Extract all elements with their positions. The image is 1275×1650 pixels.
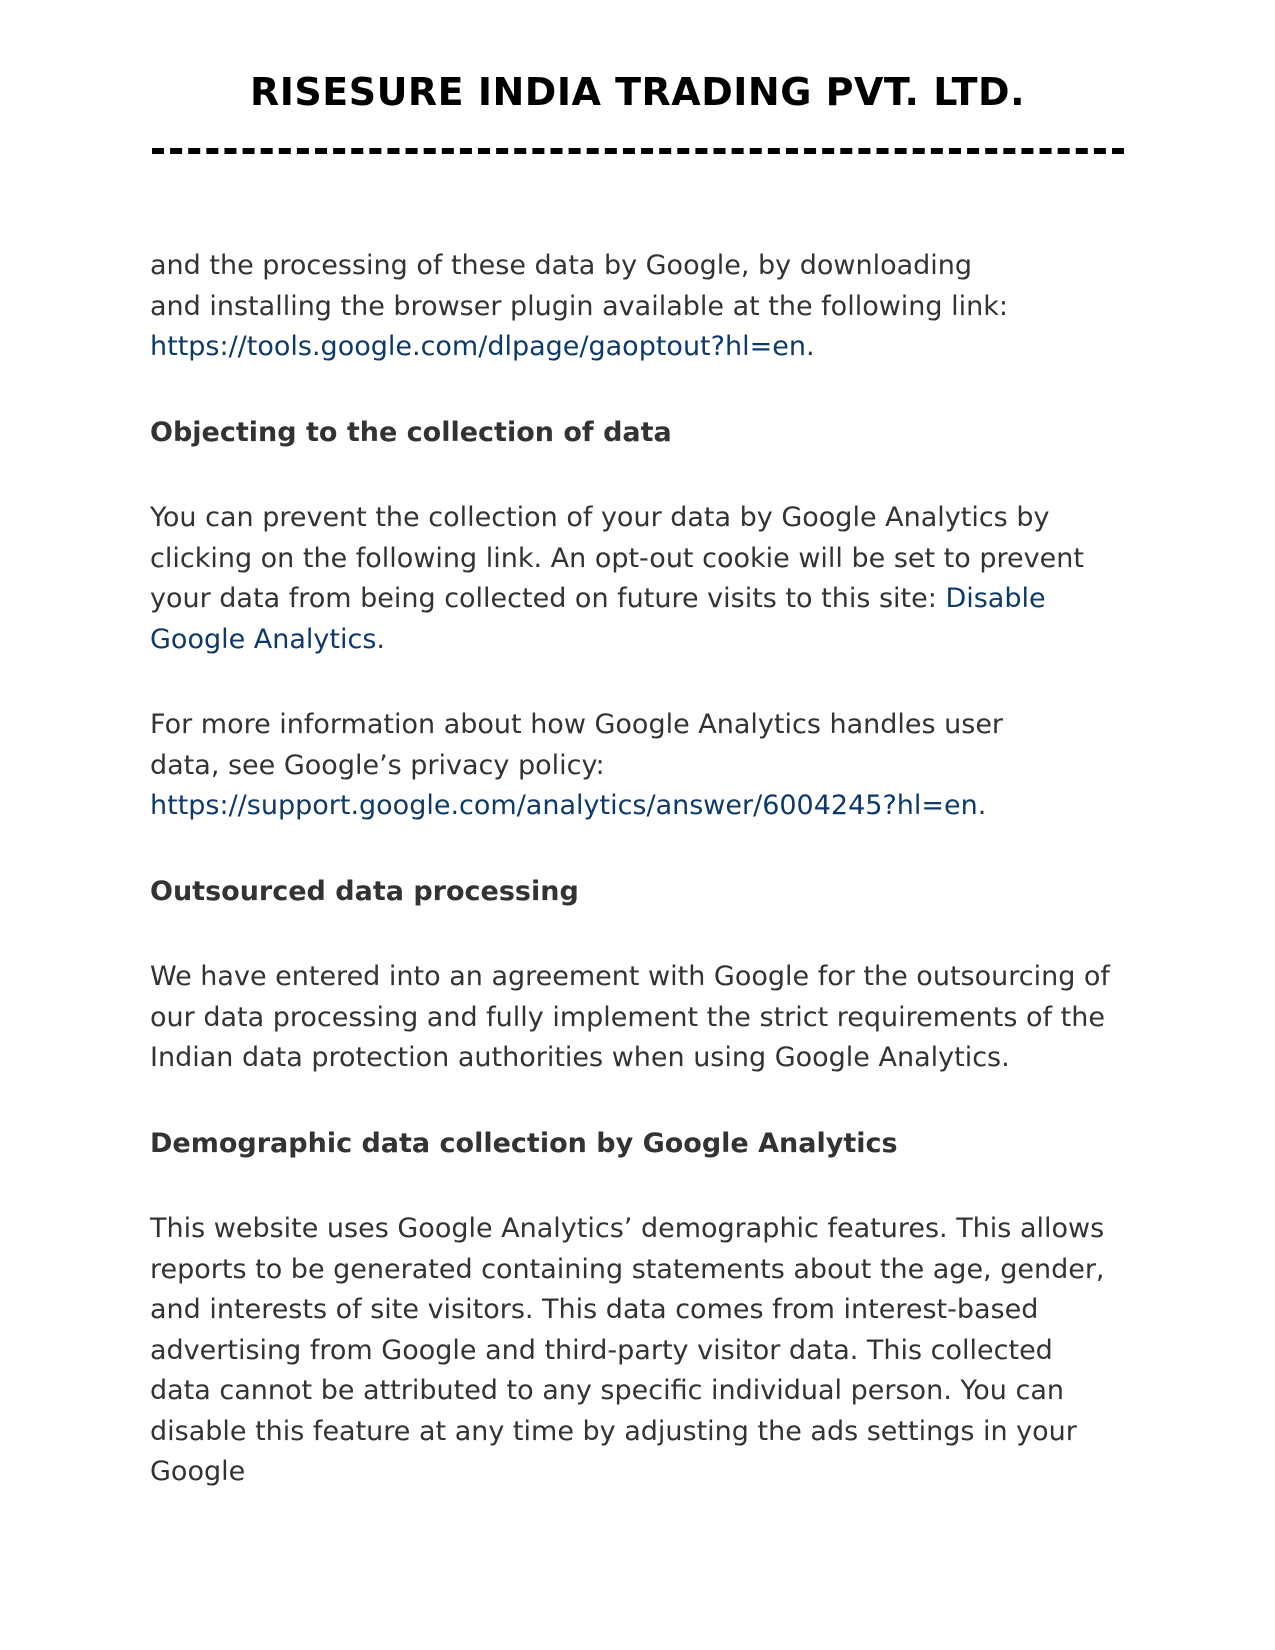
paragraph-opt-out-plugin [150, 246, 1110, 368]
heading-demographic: Demographic data collection by Google Analytics [150, 1127, 898, 1159]
paragraph-text-line: and installing the browser plugin available at the following link: [150, 290, 1008, 322]
period: . [805, 331, 815, 362]
paragraph-text: You can prevent the collection of your data by Google Analytics by clicking on the following link. An opt-out cookie will be set to prevent your data from being collected on future visits to this site: [150, 502, 1084, 614]
disable-google-analytics-link[interactable]: Disable Google Analytics [150, 583, 1046, 655]
paragraph-prevent-collection [150, 498, 1110, 660]
document-body [150, 246, 1110, 1538]
document-header [0, 70, 1275, 114]
privacy-policy-link[interactable]: https://support.google.com/analytics/answer/6004245?hl=en [150, 790, 978, 821]
paragraph-outsourcing-agreement: We have entered into an agreement with Google for the outsourcing of our data processing and fully implement the strict requirements of the Indian data protection authorities when using Google Analytics. [150, 961, 1110, 1073]
period: . [977, 790, 987, 821]
heading-outsourced: Outsourced data processing [150, 875, 579, 907]
period: . [376, 623, 385, 655]
paragraph-text-line: and the processing of these data by Google, by downloading [150, 250, 973, 281]
header-dashed-rule [152, 148, 1124, 154]
company-title: RISESURE INDIA TRADING PVT. LTD. [249, 70, 1026, 114]
paragraph-text-line: data, see Google’s privacy policy: [150, 749, 605, 781]
gaoptout-link[interactable]: https://tools.google.com/dlpage/gaoptout?hl=en [150, 331, 806, 362]
heading-objecting: Objecting to the collection of data [150, 416, 672, 448]
paragraph-text-line: For more information about how Google Analytics handles user [150, 709, 1004, 740]
paragraph-demographic-features: This website uses Google Analytics’ demographic features. This allows reports to be generated containing statements about the age, gender, and interests of site visitors. This data comes from interest-based advertising from Google and third-party visitor data. This collected data cannot be attributed to any specific individual person. You can disable this feature at any time by adjusting the ads settings in your Google [150, 1213, 1105, 1487]
paragraph-privacy-policy [150, 705, 1110, 827]
